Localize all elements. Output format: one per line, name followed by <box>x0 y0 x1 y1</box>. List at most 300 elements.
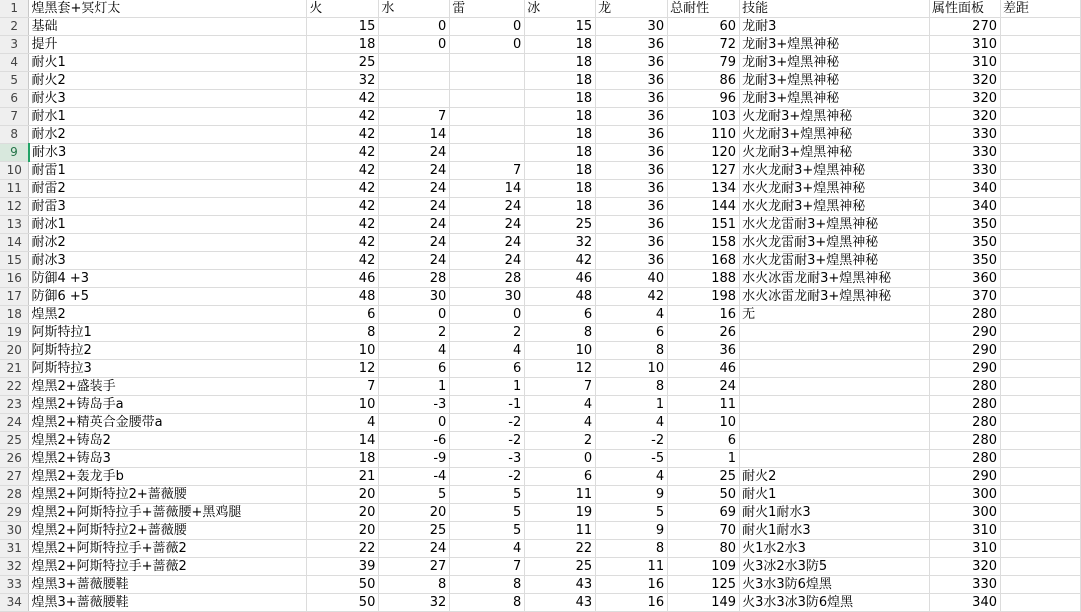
cell-ice[interactable]: 48 <box>525 288 596 306</box>
cell-total-res[interactable]: 144 <box>668 198 740 216</box>
header-cell-dragon[interactable]: 龙 <box>596 0 668 18</box>
cell-skills[interactable]: 龙耐3 <box>740 18 930 36</box>
cell-total-res[interactable]: 16 <box>668 306 740 324</box>
cell-item-name[interactable]: 煌黑2 <box>29 306 307 324</box>
cell-ice[interactable]: 8 <box>525 324 596 342</box>
cell-fire[interactable]: 21 <box>307 468 379 486</box>
cell-ice[interactable]: 4 <box>525 396 596 414</box>
cell-ice[interactable]: 18 <box>525 72 596 90</box>
cell-fire[interactable]: 42 <box>307 162 379 180</box>
cell-item-name[interactable]: 耐火3 <box>29 90 307 108</box>
cell-thunder[interactable]: 5 <box>450 486 525 504</box>
row-number[interactable]: 27 <box>0 468 29 486</box>
row-number[interactable]: 18 <box>0 306 29 324</box>
cell-item-name[interactable]: 阿斯特拉1 <box>29 324 307 342</box>
cell-thunder[interactable]: 1 <box>450 378 525 396</box>
cell-stat-panel[interactable]: 310 <box>930 36 1001 54</box>
cell-total-res[interactable]: 149 <box>668 594 740 612</box>
cell-ice[interactable]: 46 <box>525 270 596 288</box>
cell-skills[interactable]: 火3冰2水3防5 <box>740 558 930 576</box>
row-number[interactable]: 4 <box>0 54 29 72</box>
cell-skills[interactable] <box>740 324 930 342</box>
cell-dragon[interactable]: 36 <box>596 90 668 108</box>
cell-fire[interactable]: 18 <box>307 450 379 468</box>
header-cell-gap[interactable]: 差距 <box>1001 0 1081 18</box>
cell-thunder[interactable]: 5 <box>450 504 525 522</box>
cell-thunder[interactable]: 30 <box>450 288 525 306</box>
header-cell-water[interactable]: 水 <box>379 0 450 18</box>
cell-item-name[interactable]: 耐雷1 <box>29 162 307 180</box>
row-number[interactable]: 22 <box>0 378 29 396</box>
cell-thunder[interactable]: 2 <box>450 324 525 342</box>
cell-stat-panel[interactable]: 310 <box>930 522 1001 540</box>
cell-thunder[interactable]: 5 <box>450 522 525 540</box>
cell-skills[interactable]: 火3水3冰3防6煌黑 <box>740 594 930 612</box>
cell-dragon[interactable]: 36 <box>596 108 668 126</box>
cell-stat-panel[interactable]: 290 <box>930 468 1001 486</box>
cell-thunder[interactable]: 0 <box>450 18 525 36</box>
cell-fire[interactable]: 42 <box>307 108 379 126</box>
cell-thunder[interactable] <box>450 126 525 144</box>
cell-thunder[interactable]: -1 <box>450 396 525 414</box>
cell-thunder[interactable]: 24 <box>450 216 525 234</box>
cell-ice[interactable]: 25 <box>525 216 596 234</box>
cell-gap[interactable] <box>1001 72 1081 90</box>
cell-dragon[interactable]: 11 <box>596 558 668 576</box>
row-number[interactable]: 2 <box>0 18 29 36</box>
cell-skills[interactable] <box>740 450 930 468</box>
cell-skills[interactable] <box>740 396 930 414</box>
cell-stat-panel[interactable]: 370 <box>930 288 1001 306</box>
cell-fire[interactable]: 50 <box>307 594 379 612</box>
cell-fire[interactable]: 42 <box>307 144 379 162</box>
cell-fire[interactable]: 10 <box>307 396 379 414</box>
row-number[interactable]: 9 <box>0 144 29 162</box>
row-number[interactable]: 29 <box>0 504 29 522</box>
cell-skills[interactable]: 火3水3防6煌黑 <box>740 576 930 594</box>
cell-water[interactable]: 24 <box>379 162 450 180</box>
cell-total-res[interactable]: 127 <box>668 162 740 180</box>
cell-dragon[interactable]: 36 <box>596 162 668 180</box>
cell-stat-panel[interactable]: 280 <box>930 306 1001 324</box>
row-number[interactable]: 15 <box>0 252 29 270</box>
cell-water[interactable]: 25 <box>379 522 450 540</box>
cell-fire[interactable]: 42 <box>307 216 379 234</box>
cell-gap[interactable] <box>1001 144 1081 162</box>
cell-total-res[interactable]: 26 <box>668 324 740 342</box>
cell-item-name[interactable]: 基础 <box>29 18 307 36</box>
cell-stat-panel[interactable]: 350 <box>930 234 1001 252</box>
row-number[interactable]: 32 <box>0 558 29 576</box>
cell-total-res[interactable]: 109 <box>668 558 740 576</box>
cell-dragon[interactable]: 40 <box>596 270 668 288</box>
cell-skills[interactable]: 水火龙耐3+煌黑神秘 <box>740 162 930 180</box>
cell-dragon[interactable]: 36 <box>596 252 668 270</box>
cell-dragon[interactable]: 8 <box>596 378 668 396</box>
cell-skills[interactable]: 耐火1耐水3 <box>740 522 930 540</box>
row-number[interactable]: 3 <box>0 36 29 54</box>
cell-water[interactable]: 24 <box>379 198 450 216</box>
cell-gap[interactable] <box>1001 540 1081 558</box>
cell-gap[interactable] <box>1001 18 1081 36</box>
cell-water[interactable]: 24 <box>379 144 450 162</box>
cell-skills[interactable] <box>740 378 930 396</box>
cell-gap[interactable] <box>1001 414 1081 432</box>
header-cell-total-res[interactable]: 总耐性 <box>668 0 740 18</box>
cell-water[interactable]: 20 <box>379 504 450 522</box>
cell-gap[interactable] <box>1001 234 1081 252</box>
cell-skills[interactable]: 火龙耐3+煌黑神秘 <box>740 144 930 162</box>
row-number[interactable]: 21 <box>0 360 29 378</box>
cell-total-res[interactable]: 96 <box>668 90 740 108</box>
cell-gap[interactable] <box>1001 378 1081 396</box>
cell-water[interactable]: 14 <box>379 126 450 144</box>
cell-fire[interactable]: 46 <box>307 270 379 288</box>
cell-stat-panel[interactable]: 320 <box>930 558 1001 576</box>
cell-ice[interactable]: 6 <box>525 306 596 324</box>
cell-ice[interactable]: 18 <box>525 126 596 144</box>
cell-water[interactable] <box>379 90 450 108</box>
cell-total-res[interactable]: 79 <box>668 54 740 72</box>
cell-item-name[interactable]: 耐冰2 <box>29 234 307 252</box>
row-number[interactable]: 28 <box>0 486 29 504</box>
cell-fire[interactable]: 22 <box>307 540 379 558</box>
cell-skills[interactable]: 龙耐3+煌黑神秘 <box>740 90 930 108</box>
cell-water[interactable]: -9 <box>379 450 450 468</box>
cell-water[interactable]: 32 <box>379 594 450 612</box>
cell-item-name[interactable]: 煌黑2+精英合金腰带a <box>29 414 307 432</box>
cell-ice[interactable]: 18 <box>525 144 596 162</box>
cell-total-res[interactable]: 198 <box>668 288 740 306</box>
header-cell-fire[interactable]: 火 <box>307 0 379 18</box>
cell-water[interactable]: -3 <box>379 396 450 414</box>
cell-gap[interactable] <box>1001 558 1081 576</box>
cell-dragon[interactable]: 4 <box>596 306 668 324</box>
cell-skills[interactable]: 水火龙雷耐3+煌黑神秘 <box>740 216 930 234</box>
cell-thunder[interactable]: 6 <box>450 360 525 378</box>
cell-thunder[interactable]: 0 <box>450 36 525 54</box>
cell-skills[interactable]: 水火龙耐3+煌黑神秘 <box>740 180 930 198</box>
cell-total-res[interactable]: 158 <box>668 234 740 252</box>
cell-thunder[interactable]: 4 <box>450 342 525 360</box>
row-number[interactable]: 23 <box>0 396 29 414</box>
cell-dragon[interactable]: 5 <box>596 504 668 522</box>
cell-gap[interactable] <box>1001 288 1081 306</box>
cell-stat-panel[interactable]: 310 <box>930 540 1001 558</box>
row-number[interactable]: 17 <box>0 288 29 306</box>
cell-thunder[interactable]: 24 <box>450 234 525 252</box>
cell-thunder[interactable] <box>450 90 525 108</box>
cell-skills[interactable] <box>740 342 930 360</box>
cell-item-name[interactable]: 耐水3 <box>29 144 307 162</box>
cell-dragon[interactable]: 36 <box>596 126 668 144</box>
cell-thunder[interactable]: 14 <box>450 180 525 198</box>
cell-item-name[interactable]: 耐雷3 <box>29 198 307 216</box>
cell-item-name[interactable]: 防御6 +5 <box>29 288 307 306</box>
cell-ice[interactable]: 2 <box>525 432 596 450</box>
cell-item-name[interactable]: 煌黑3+蔷薇腰鞋 <box>29 594 307 612</box>
cell-item-name[interactable]: 煌黑2+阿斯特拉手+蔷薇腰+黑鸡腿 <box>29 504 307 522</box>
cell-gap[interactable] <box>1001 522 1081 540</box>
cell-stat-panel[interactable]: 350 <box>930 252 1001 270</box>
cell-water[interactable]: 2 <box>379 324 450 342</box>
cell-thunder[interactable]: -2 <box>450 432 525 450</box>
cell-stat-panel[interactable]: 330 <box>930 576 1001 594</box>
cell-skills[interactable]: 耐火2 <box>740 468 930 486</box>
cell-gap[interactable] <box>1001 360 1081 378</box>
cell-fire[interactable]: 20 <box>307 486 379 504</box>
cell-item-name[interactable]: 煌黑2+阿斯特拉手+蔷薇2 <box>29 540 307 558</box>
cell-item-name[interactable]: 耐冰1 <box>29 216 307 234</box>
cell-skills[interactable]: 水火龙雷耐3+煌黑神秘 <box>740 252 930 270</box>
cell-stat-panel[interactable]: 330 <box>930 144 1001 162</box>
cell-thunder[interactable] <box>450 108 525 126</box>
cell-total-res[interactable]: 6 <box>668 432 740 450</box>
header-cell-thunder[interactable]: 雷 <box>450 0 525 18</box>
cell-thunder[interactable]: 24 <box>450 198 525 216</box>
cell-water[interactable]: 7 <box>379 108 450 126</box>
row-number[interactable]: 12 <box>0 198 29 216</box>
cell-skills[interactable]: 无 <box>740 306 930 324</box>
cell-thunder[interactable]: -2 <box>450 414 525 432</box>
cell-item-name[interactable]: 煌黑2+轰龙手b <box>29 468 307 486</box>
cell-gap[interactable] <box>1001 180 1081 198</box>
cell-stat-panel[interactable]: 290 <box>930 360 1001 378</box>
cell-ice[interactable]: 7 <box>525 378 596 396</box>
cell-item-name[interactable]: 提升 <box>29 36 307 54</box>
cell-item-name[interactable]: 煌黑2+铸岛3 <box>29 450 307 468</box>
cell-dragon[interactable]: 36 <box>596 36 668 54</box>
cell-water[interactable]: 30 <box>379 288 450 306</box>
cell-water[interactable]: 28 <box>379 270 450 288</box>
cell-skills[interactable]: 水火龙耐3+煌黑神秘 <box>740 198 930 216</box>
cell-ice[interactable]: 11 <box>525 486 596 504</box>
cell-ice[interactable]: 18 <box>525 108 596 126</box>
cell-dragon[interactable]: 30 <box>596 18 668 36</box>
cell-gap[interactable] <box>1001 594 1081 612</box>
cell-item-name[interactable]: 煌黑2+阿斯特拉2+蔷薇腰 <box>29 486 307 504</box>
cell-gap[interactable] <box>1001 36 1081 54</box>
cell-ice[interactable]: 0 <box>525 450 596 468</box>
cell-skills[interactable] <box>740 414 930 432</box>
cell-dragon[interactable]: 8 <box>596 342 668 360</box>
cell-thunder[interactable]: 24 <box>450 252 525 270</box>
header-cell-item-name[interactable]: 煌黑套+冥灯太 <box>29 0 307 18</box>
cell-stat-panel[interactable]: 290 <box>930 324 1001 342</box>
cell-stat-panel[interactable]: 340 <box>930 180 1001 198</box>
cell-ice[interactable]: 18 <box>525 36 596 54</box>
cell-dragon[interactable]: -5 <box>596 450 668 468</box>
cell-total-res[interactable]: 80 <box>668 540 740 558</box>
cell-stat-panel[interactable]: 350 <box>930 216 1001 234</box>
cell-dragon[interactable]: 6 <box>596 324 668 342</box>
cell-total-res[interactable]: 36 <box>668 342 740 360</box>
cell-item-name[interactable]: 煌黑2+盛装手 <box>29 378 307 396</box>
cell-gap[interactable] <box>1001 108 1081 126</box>
cell-fire[interactable]: 18 <box>307 36 379 54</box>
cell-fire[interactable]: 15 <box>307 18 379 36</box>
cell-skills[interactable] <box>740 432 930 450</box>
row-number[interactable]: 26 <box>0 450 29 468</box>
cell-ice[interactable]: 18 <box>525 90 596 108</box>
cell-gap[interactable] <box>1001 126 1081 144</box>
cell-dragon[interactable]: 4 <box>596 414 668 432</box>
cell-item-name[interactable]: 耐火2 <box>29 72 307 90</box>
cell-dragon[interactable]: 4 <box>596 468 668 486</box>
header-cell-skills[interactable]: 技能 <box>740 0 930 18</box>
cell-item-name[interactable]: 耐水2 <box>29 126 307 144</box>
cell-dragon[interactable]: -2 <box>596 432 668 450</box>
cell-total-res[interactable]: 120 <box>668 144 740 162</box>
row-number[interactable]: 7 <box>0 108 29 126</box>
cell-fire[interactable]: 42 <box>307 252 379 270</box>
cell-gap[interactable] <box>1001 576 1081 594</box>
cell-fire[interactable]: 6 <box>307 306 379 324</box>
cell-stat-panel[interactable]: 300 <box>930 486 1001 504</box>
cell-fire[interactable]: 42 <box>307 198 379 216</box>
cell-skills[interactable]: 龙耐3+煌黑神秘 <box>740 54 930 72</box>
cell-fire[interactable]: 42 <box>307 90 379 108</box>
cell-skills[interactable]: 水火冰雷龙耐3+煌黑神秘 <box>740 270 930 288</box>
cell-total-res[interactable]: 10 <box>668 414 740 432</box>
row-number[interactable]: 10 <box>0 162 29 180</box>
cell-gap[interactable] <box>1001 468 1081 486</box>
row-number[interactable]: 16 <box>0 270 29 288</box>
cell-thunder[interactable]: 0 <box>450 306 525 324</box>
cell-water[interactable]: 27 <box>379 558 450 576</box>
cell-water[interactable]: 5 <box>379 486 450 504</box>
cell-fire[interactable]: 25 <box>307 54 379 72</box>
row-number[interactable]: 5 <box>0 72 29 90</box>
cell-skills[interactable]: 龙耐3+煌黑神秘 <box>740 36 930 54</box>
cell-thunder[interactable]: -3 <box>450 450 525 468</box>
cell-dragon[interactable]: 36 <box>596 72 668 90</box>
cell-gap[interactable] <box>1001 324 1081 342</box>
row-number[interactable]: 8 <box>0 126 29 144</box>
cell-gap[interactable] <box>1001 432 1081 450</box>
cell-total-res[interactable]: 60 <box>668 18 740 36</box>
cell-dragon[interactable]: 36 <box>596 144 668 162</box>
cell-fire[interactable]: 10 <box>307 342 379 360</box>
cell-total-res[interactable]: 110 <box>668 126 740 144</box>
row-number[interactable]: 33 <box>0 576 29 594</box>
row-number[interactable]: 11 <box>0 180 29 198</box>
cell-ice[interactable]: 42 <box>525 252 596 270</box>
cell-total-res[interactable]: 168 <box>668 252 740 270</box>
cell-item-name[interactable]: 煌黑3+蔷薇腰鞋 <box>29 576 307 594</box>
cell-total-res[interactable]: 125 <box>668 576 740 594</box>
cell-ice[interactable]: 43 <box>525 576 596 594</box>
cell-water[interactable]: 1 <box>379 378 450 396</box>
cell-dragon[interactable]: 36 <box>596 234 668 252</box>
cell-ice[interactable]: 6 <box>525 468 596 486</box>
row-number[interactable]: 30 <box>0 522 29 540</box>
header-cell-stat-panel[interactable]: 属性面板 <box>930 0 1001 18</box>
cell-dragon[interactable]: 10 <box>596 360 668 378</box>
cell-total-res[interactable]: 25 <box>668 468 740 486</box>
cell-skills[interactable]: 火龙耐3+煌黑神秘 <box>740 126 930 144</box>
cell-stat-panel[interactable]: 320 <box>930 90 1001 108</box>
cell-gap[interactable] <box>1001 342 1081 360</box>
cell-thunder[interactable]: 4 <box>450 540 525 558</box>
cell-dragon[interactable]: 1 <box>596 396 668 414</box>
cell-water[interactable]: 24 <box>379 234 450 252</box>
cell-stat-panel[interactable]: 280 <box>930 378 1001 396</box>
cell-dragon[interactable]: 9 <box>596 522 668 540</box>
cell-stat-panel[interactable]: 280 <box>930 414 1001 432</box>
cell-stat-panel[interactable]: 340 <box>930 594 1001 612</box>
header-cell-ice[interactable]: 冰 <box>525 0 596 18</box>
cell-total-res[interactable]: 24 <box>668 378 740 396</box>
cell-gap[interactable] <box>1001 90 1081 108</box>
cell-skills[interactable]: 龙耐3+煌黑神秘 <box>740 72 930 90</box>
row-number[interactable]: 20 <box>0 342 29 360</box>
cell-thunder[interactable] <box>450 72 525 90</box>
cell-item-name[interactable]: 阿斯特拉3 <box>29 360 307 378</box>
cell-ice[interactable]: 22 <box>525 540 596 558</box>
cell-ice[interactable]: 11 <box>525 522 596 540</box>
cell-skills[interactable]: 水火龙雷耐3+煌黑神秘 <box>740 234 930 252</box>
cell-item-name[interactable]: 耐水1 <box>29 108 307 126</box>
cell-skills[interactable] <box>740 360 930 378</box>
cell-water[interactable]: 4 <box>379 342 450 360</box>
cell-total-res[interactable]: 50 <box>668 486 740 504</box>
row-number[interactable]: 14 <box>0 234 29 252</box>
cell-water[interactable]: 0 <box>379 36 450 54</box>
cell-stat-panel[interactable]: 330 <box>930 162 1001 180</box>
row-number[interactable]: 31 <box>0 540 29 558</box>
row-number[interactable]: 19 <box>0 324 29 342</box>
cell-item-name[interactable]: 耐火1 <box>29 54 307 72</box>
cell-skills[interactable]: 水火冰雷龙耐3+煌黑神秘 <box>740 288 930 306</box>
cell-fire[interactable]: 8 <box>307 324 379 342</box>
cell-item-name[interactable]: 煌黑2+铸岛2 <box>29 432 307 450</box>
cell-gap[interactable] <box>1001 306 1081 324</box>
cell-stat-panel[interactable]: 270 <box>930 18 1001 36</box>
cell-dragon[interactable]: 8 <box>596 540 668 558</box>
cell-stat-panel[interactable]: 300 <box>930 504 1001 522</box>
row-number[interactable]: 1 <box>0 0 29 18</box>
cell-gap[interactable] <box>1001 450 1081 468</box>
cell-gap[interactable] <box>1001 216 1081 234</box>
cell-ice[interactable]: 4 <box>525 414 596 432</box>
cell-thunder[interactable]: 8 <box>450 594 525 612</box>
cell-total-res[interactable]: 72 <box>668 36 740 54</box>
cell-dragon[interactable]: 16 <box>596 576 668 594</box>
cell-total-res[interactable]: 70 <box>668 522 740 540</box>
cell-total-res[interactable]: 69 <box>668 504 740 522</box>
cell-item-name[interactable]: 防御4 +3 <box>29 270 307 288</box>
cell-item-name[interactable]: 耐冰3 <box>29 252 307 270</box>
cell-fire[interactable]: 20 <box>307 522 379 540</box>
cell-gap[interactable] <box>1001 252 1081 270</box>
cell-skills[interactable]: 火1水2水3 <box>740 540 930 558</box>
cell-thunder[interactable] <box>450 144 525 162</box>
cell-thunder[interactable]: 7 <box>450 162 525 180</box>
cell-total-res[interactable]: 134 <box>668 180 740 198</box>
cell-water[interactable]: 24 <box>379 216 450 234</box>
cell-fire[interactable]: 42 <box>307 126 379 144</box>
cell-ice[interactable]: 15 <box>525 18 596 36</box>
cell-water[interactable]: 0 <box>379 306 450 324</box>
cell-water[interactable] <box>379 72 450 90</box>
cell-stat-panel[interactable]: 310 <box>930 54 1001 72</box>
cell-total-res[interactable]: 1 <box>668 450 740 468</box>
cell-water[interactable]: -4 <box>379 468 450 486</box>
cell-dragon[interactable]: 9 <box>596 486 668 504</box>
cell-ice[interactable]: 18 <box>525 180 596 198</box>
cell-ice[interactable]: 12 <box>525 360 596 378</box>
